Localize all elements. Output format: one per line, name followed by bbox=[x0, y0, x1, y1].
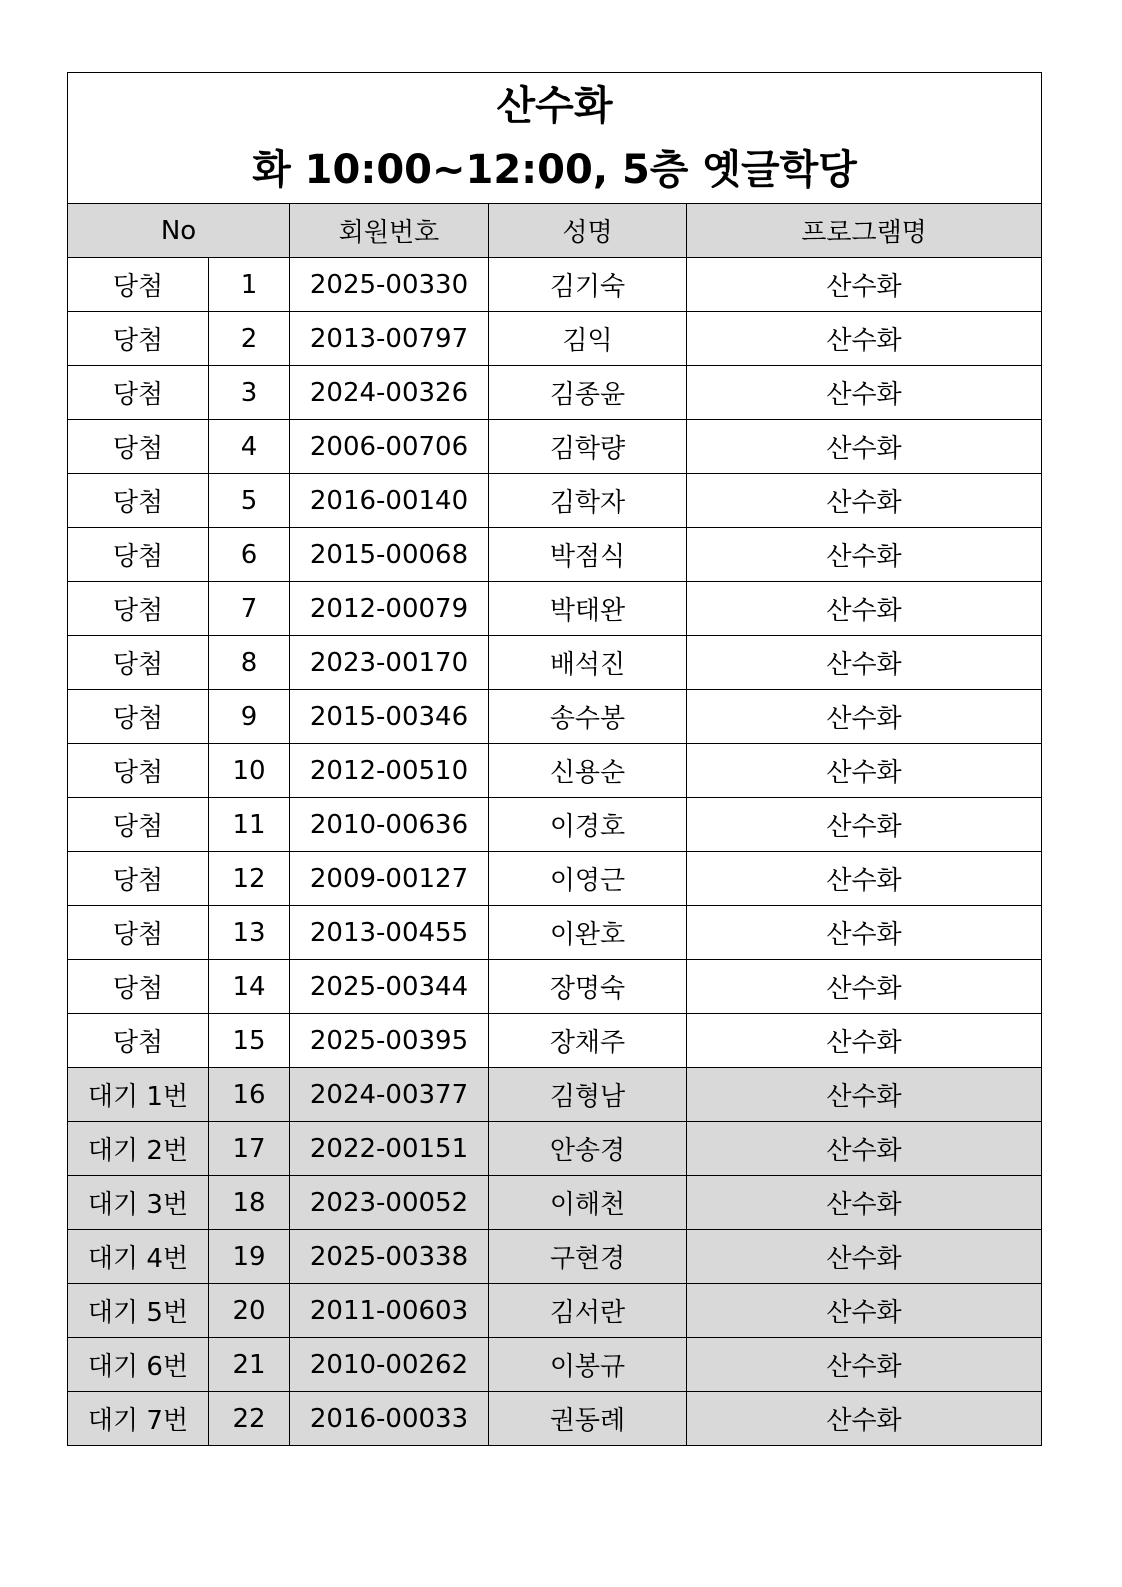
row-number-cell: 4 bbox=[209, 420, 290, 474]
row-member-no-cell: 2013-00455 bbox=[290, 906, 489, 960]
row-number-cell: 13 bbox=[209, 906, 290, 960]
row-program-cell: 산수화 bbox=[687, 906, 1042, 960]
row-name-cell: 권동례 bbox=[489, 1392, 687, 1446]
row-member-no-cell: 2012-00079 bbox=[290, 582, 489, 636]
row-program-cell: 산수화 bbox=[687, 636, 1042, 690]
row-status-cell: 당첨 bbox=[68, 420, 209, 474]
row-member-no-cell: 2025-00344 bbox=[290, 960, 489, 1014]
row-name-cell: 김학량 bbox=[489, 420, 687, 474]
row-status-cell: 대기 2번 bbox=[68, 1122, 209, 1176]
row-member-no-cell: 2010-00262 bbox=[290, 1338, 489, 1392]
row-name-cell: 이영근 bbox=[489, 852, 687, 906]
row-number-cell: 1 bbox=[209, 258, 290, 312]
row-status-cell: 당첨 bbox=[68, 636, 209, 690]
table-row bbox=[68, 744, 1042, 798]
row-member-no-cell: 2006-00706 bbox=[290, 420, 489, 474]
table-row bbox=[68, 1392, 1042, 1446]
title-program: 산수화 bbox=[496, 83, 613, 129]
table-row bbox=[68, 312, 1042, 366]
row-member-no-cell: 2025-00330 bbox=[290, 258, 489, 312]
row-name-cell: 이봉규 bbox=[489, 1338, 687, 1392]
row-member-no-cell: 2025-00338 bbox=[290, 1230, 489, 1284]
row-status-cell: 당첨 bbox=[68, 852, 209, 906]
table-row bbox=[68, 690, 1042, 744]
table-row bbox=[68, 366, 1042, 420]
row-number-cell: 7 bbox=[209, 582, 290, 636]
row-status-cell: 당첨 bbox=[68, 960, 209, 1014]
row-program-cell: 산수화 bbox=[687, 1068, 1042, 1122]
column-header-no: No bbox=[68, 204, 290, 258]
row-number-cell: 12 bbox=[209, 852, 290, 906]
table-row bbox=[68, 258, 1042, 312]
title-row bbox=[68, 73, 1042, 204]
row-program-cell: 산수화 bbox=[687, 420, 1042, 474]
row-name-cell: 김서란 bbox=[489, 1284, 687, 1338]
table-body bbox=[68, 73, 1042, 1446]
row-status-cell: 당첨 bbox=[68, 744, 209, 798]
row-name-cell: 이경호 bbox=[489, 798, 687, 852]
row-name-cell: 김종윤 bbox=[489, 366, 687, 420]
row-member-no-cell: 2024-00377 bbox=[290, 1068, 489, 1122]
row-program-cell: 산수화 bbox=[687, 1392, 1042, 1446]
table-row bbox=[68, 582, 1042, 636]
row-status-cell: 당첨 bbox=[68, 906, 209, 960]
row-member-no-cell: 2016-00033 bbox=[290, 1392, 489, 1446]
row-program-cell: 산수화 bbox=[687, 1014, 1042, 1068]
row-number-cell: 22 bbox=[209, 1392, 290, 1446]
table-row bbox=[68, 1176, 1042, 1230]
row-number-cell: 20 bbox=[209, 1284, 290, 1338]
table-row bbox=[68, 1122, 1042, 1176]
row-program-cell: 산수화 bbox=[687, 1338, 1042, 1392]
header-row bbox=[68, 204, 1042, 258]
row-member-no-cell: 2024-00326 bbox=[290, 366, 489, 420]
row-number-cell: 2 bbox=[209, 312, 290, 366]
row-name-cell: 박태완 bbox=[489, 582, 687, 636]
table-row bbox=[68, 960, 1042, 1014]
row-member-no-cell: 2023-00170 bbox=[290, 636, 489, 690]
table-row bbox=[68, 636, 1042, 690]
table-row bbox=[68, 798, 1042, 852]
table-row bbox=[68, 1284, 1042, 1338]
row-number-cell: 10 bbox=[209, 744, 290, 798]
row-name-cell: 송수봉 bbox=[489, 690, 687, 744]
row-status-cell: 대기 5번 bbox=[68, 1284, 209, 1338]
row-program-cell: 산수화 bbox=[687, 1176, 1042, 1230]
document-title bbox=[68, 73, 1042, 204]
row-number-cell: 5 bbox=[209, 474, 290, 528]
row-member-no-cell: 2011-00603 bbox=[290, 1284, 489, 1338]
table-row bbox=[68, 1230, 1042, 1284]
row-program-cell: 산수화 bbox=[687, 798, 1042, 852]
table-row bbox=[68, 906, 1042, 960]
row-status-cell: 대기 6번 bbox=[68, 1338, 209, 1392]
row-member-no-cell: 2015-00346 bbox=[290, 690, 489, 744]
title-schedule: 화 10:00~12:00, 5층 옛글학당 bbox=[252, 147, 857, 193]
row-name-cell: 이해천 bbox=[489, 1176, 687, 1230]
row-name-cell: 구현경 bbox=[489, 1230, 687, 1284]
row-member-no-cell: 2010-00636 bbox=[290, 798, 489, 852]
row-program-cell: 산수화 bbox=[687, 960, 1042, 1014]
row-status-cell: 대기 3번 bbox=[68, 1176, 209, 1230]
row-program-cell: 산수화 bbox=[687, 528, 1042, 582]
row-status-cell: 대기 4번 bbox=[68, 1230, 209, 1284]
row-program-cell: 산수화 bbox=[687, 1230, 1042, 1284]
table-row bbox=[68, 528, 1042, 582]
row-status-cell: 대기 1번 bbox=[68, 1068, 209, 1122]
row-status-cell: 당첨 bbox=[68, 528, 209, 582]
row-member-no-cell: 2015-00068 bbox=[290, 528, 489, 582]
row-name-cell: 장명숙 bbox=[489, 960, 687, 1014]
row-status-cell: 당첨 bbox=[68, 258, 209, 312]
row-name-cell: 김익 bbox=[489, 312, 687, 366]
table-row bbox=[68, 420, 1042, 474]
row-program-cell: 산수화 bbox=[687, 258, 1042, 312]
row-number-cell: 16 bbox=[209, 1068, 290, 1122]
row-program-cell: 산수화 bbox=[687, 312, 1042, 366]
row-number-cell: 14 bbox=[209, 960, 290, 1014]
column-header-name: 성명 bbox=[489, 204, 687, 258]
table-row bbox=[68, 852, 1042, 906]
row-program-cell: 산수화 bbox=[687, 1122, 1042, 1176]
lottery-results-table bbox=[67, 72, 1042, 1446]
row-name-cell: 배석진 bbox=[489, 636, 687, 690]
row-number-cell: 9 bbox=[209, 690, 290, 744]
row-name-cell: 김학자 bbox=[489, 474, 687, 528]
row-program-cell: 산수화 bbox=[687, 582, 1042, 636]
row-program-cell: 산수화 bbox=[687, 474, 1042, 528]
table-row bbox=[68, 1338, 1042, 1392]
row-program-cell: 산수화 bbox=[687, 366, 1042, 420]
row-name-cell: 안송경 bbox=[489, 1122, 687, 1176]
row-status-cell: 당첨 bbox=[68, 366, 209, 420]
column-header-member-no: 회원번호 bbox=[290, 204, 489, 258]
row-program-cell: 산수화 bbox=[687, 852, 1042, 906]
row-status-cell: 대기 7번 bbox=[68, 1392, 209, 1446]
row-program-cell: 산수화 bbox=[687, 690, 1042, 744]
row-member-no-cell: 2012-00510 bbox=[290, 744, 489, 798]
row-name-cell: 김형남 bbox=[489, 1068, 687, 1122]
row-number-cell: 19 bbox=[209, 1230, 290, 1284]
row-member-no-cell: 2013-00797 bbox=[290, 312, 489, 366]
row-member-no-cell: 2023-00052 bbox=[290, 1176, 489, 1230]
row-program-cell: 산수화 bbox=[687, 744, 1042, 798]
row-number-cell: 15 bbox=[209, 1014, 290, 1068]
table-row bbox=[68, 1014, 1042, 1068]
row-status-cell: 당첨 bbox=[68, 690, 209, 744]
row-status-cell: 당첨 bbox=[68, 474, 209, 528]
row-member-no-cell: 2025-00395 bbox=[290, 1014, 489, 1068]
row-name-cell: 신용순 bbox=[489, 744, 687, 798]
row-member-no-cell: 2022-00151 bbox=[290, 1122, 489, 1176]
row-number-cell: 3 bbox=[209, 366, 290, 420]
row-number-cell: 6 bbox=[209, 528, 290, 582]
table-row bbox=[68, 1068, 1042, 1122]
column-header-program: 프로그램명 bbox=[687, 204, 1042, 258]
row-name-cell: 김기숙 bbox=[489, 258, 687, 312]
row-status-cell: 당첨 bbox=[68, 312, 209, 366]
row-status-cell: 당첨 bbox=[68, 798, 209, 852]
row-member-no-cell: 2009-00127 bbox=[290, 852, 489, 906]
row-name-cell: 장채주 bbox=[489, 1014, 687, 1068]
row-number-cell: 17 bbox=[209, 1122, 290, 1176]
row-member-no-cell: 2016-00140 bbox=[290, 474, 489, 528]
row-program-cell: 산수화 bbox=[687, 1284, 1042, 1338]
row-number-cell: 21 bbox=[209, 1338, 290, 1392]
table-row bbox=[68, 474, 1042, 528]
row-number-cell: 8 bbox=[209, 636, 290, 690]
row-name-cell: 이완호 bbox=[489, 906, 687, 960]
row-status-cell: 당첨 bbox=[68, 1014, 209, 1068]
row-status-cell: 당첨 bbox=[68, 582, 209, 636]
row-number-cell: 18 bbox=[209, 1176, 290, 1230]
row-name-cell: 박점식 bbox=[489, 528, 687, 582]
row-number-cell: 11 bbox=[209, 798, 290, 852]
